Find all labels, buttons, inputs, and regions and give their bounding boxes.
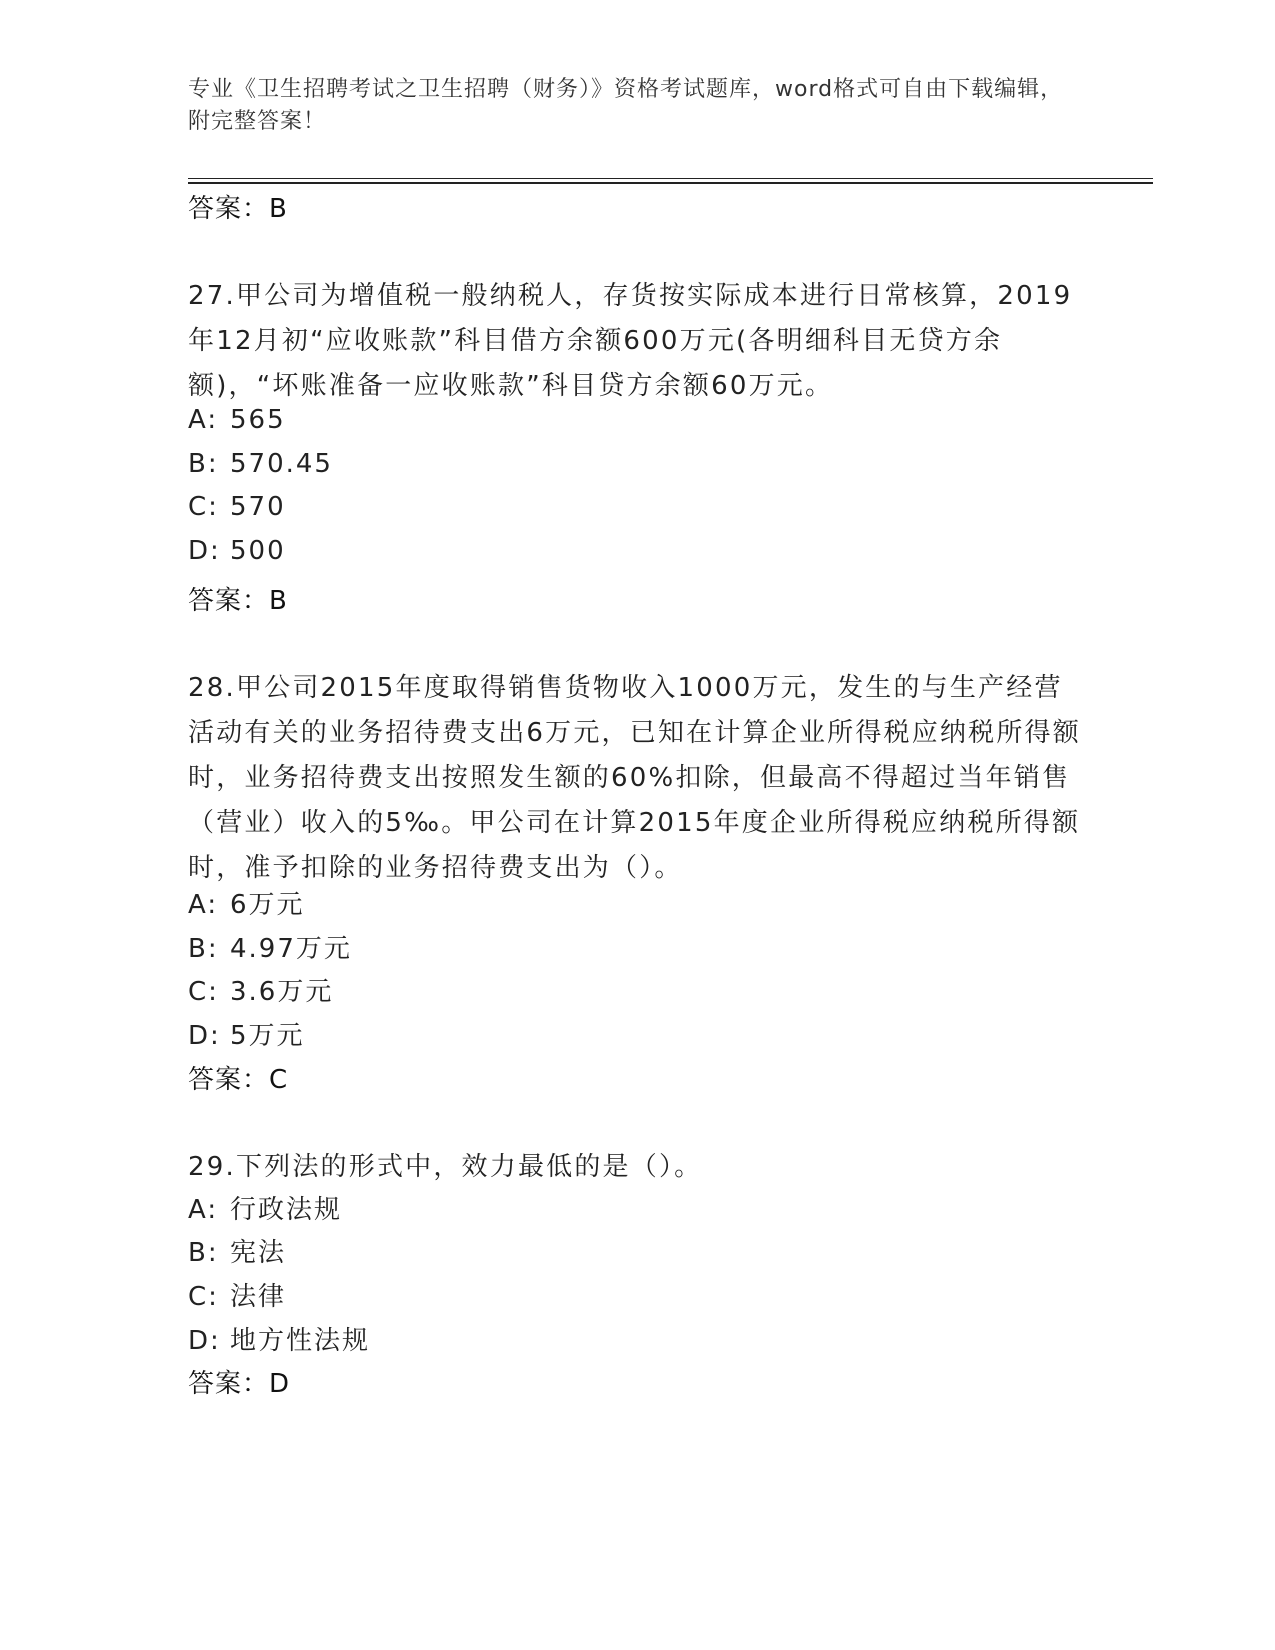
option-text: 500 [230,536,286,566]
option-d [188,1320,370,1357]
option-key: B: [188,934,219,964]
option-d [188,1015,305,1052]
option-text: 宪法 [230,1238,287,1268]
answer-label: 答案：B [188,586,288,616]
option-c [188,971,333,1008]
option-key: D: [188,1021,221,1051]
option-text: 6万元 [230,890,305,920]
option-text: 570.45 [230,449,333,479]
option-text: 565 [230,405,286,435]
answer-label: 答案：C [188,1065,289,1095]
option-key: A: [188,405,219,435]
option-key: B: [188,449,219,479]
option-key: B: [188,1238,219,1268]
option-text: 5万元 [230,1021,305,1051]
option-key: C: [188,977,219,1007]
option-key: C: [188,1282,219,1312]
option-c [188,1276,286,1313]
question-stem: 27.甲公司为增值税一般纳税人，存货按实际成本进行日常核算，2019年12月初“应收账款”科目借方余额600万元(各明细科目无贷方余额)，“坏账准备一应收账款”科目贷方余额60万元。 [188,281,1073,401]
option-key: A: [188,890,219,920]
answer-label: 答案：B [188,194,288,224]
option-a [188,405,286,435]
option-b [188,928,352,965]
option-key: D: [188,1326,221,1356]
answer-label: 答案：D [188,1369,291,1399]
option-text: 地方性法规 [230,1326,371,1356]
option-a [188,1189,342,1226]
option-text: 570 [230,492,286,522]
question-stem: 29.下列法的形式中，效力最低的是（）。 [188,1152,703,1182]
option-text: 4.97万元 [230,934,352,964]
header-divider [188,178,1153,179]
question-stem: 28.甲公司2015年度取得销售货物收入1000万元，发生的与生产经营活动有关的业务招待费支出6万元，已知在计算企业所得税应纳税所得额时，业务招待费支出按照发生额的60%扣除，但最高不得超过当年销售（营业）收入的5‰。甲公司在计算2015年度企业所得税应纳税所得额时，准予扣除的业务招待费支出为（）。 [188,673,1081,883]
header-divider-thick [188,182,1153,184]
document-header: 专业《卫生招聘考试之卫生招聘（财务）》资格考试题库，word格式可自由下载编辑，附完整答案！ [188,77,1064,134]
option-key: D: [188,536,221,566]
option-key: A: [188,1195,219,1225]
option-text: 行政法规 [230,1195,343,1225]
option-text: 3.6万元 [230,977,334,1007]
option-c [188,492,286,522]
option-b [188,449,333,479]
option-b [188,1232,286,1269]
option-a [188,884,305,921]
option-key: C: [188,492,219,522]
option-d [188,536,286,566]
option-text: 法律 [230,1282,287,1312]
